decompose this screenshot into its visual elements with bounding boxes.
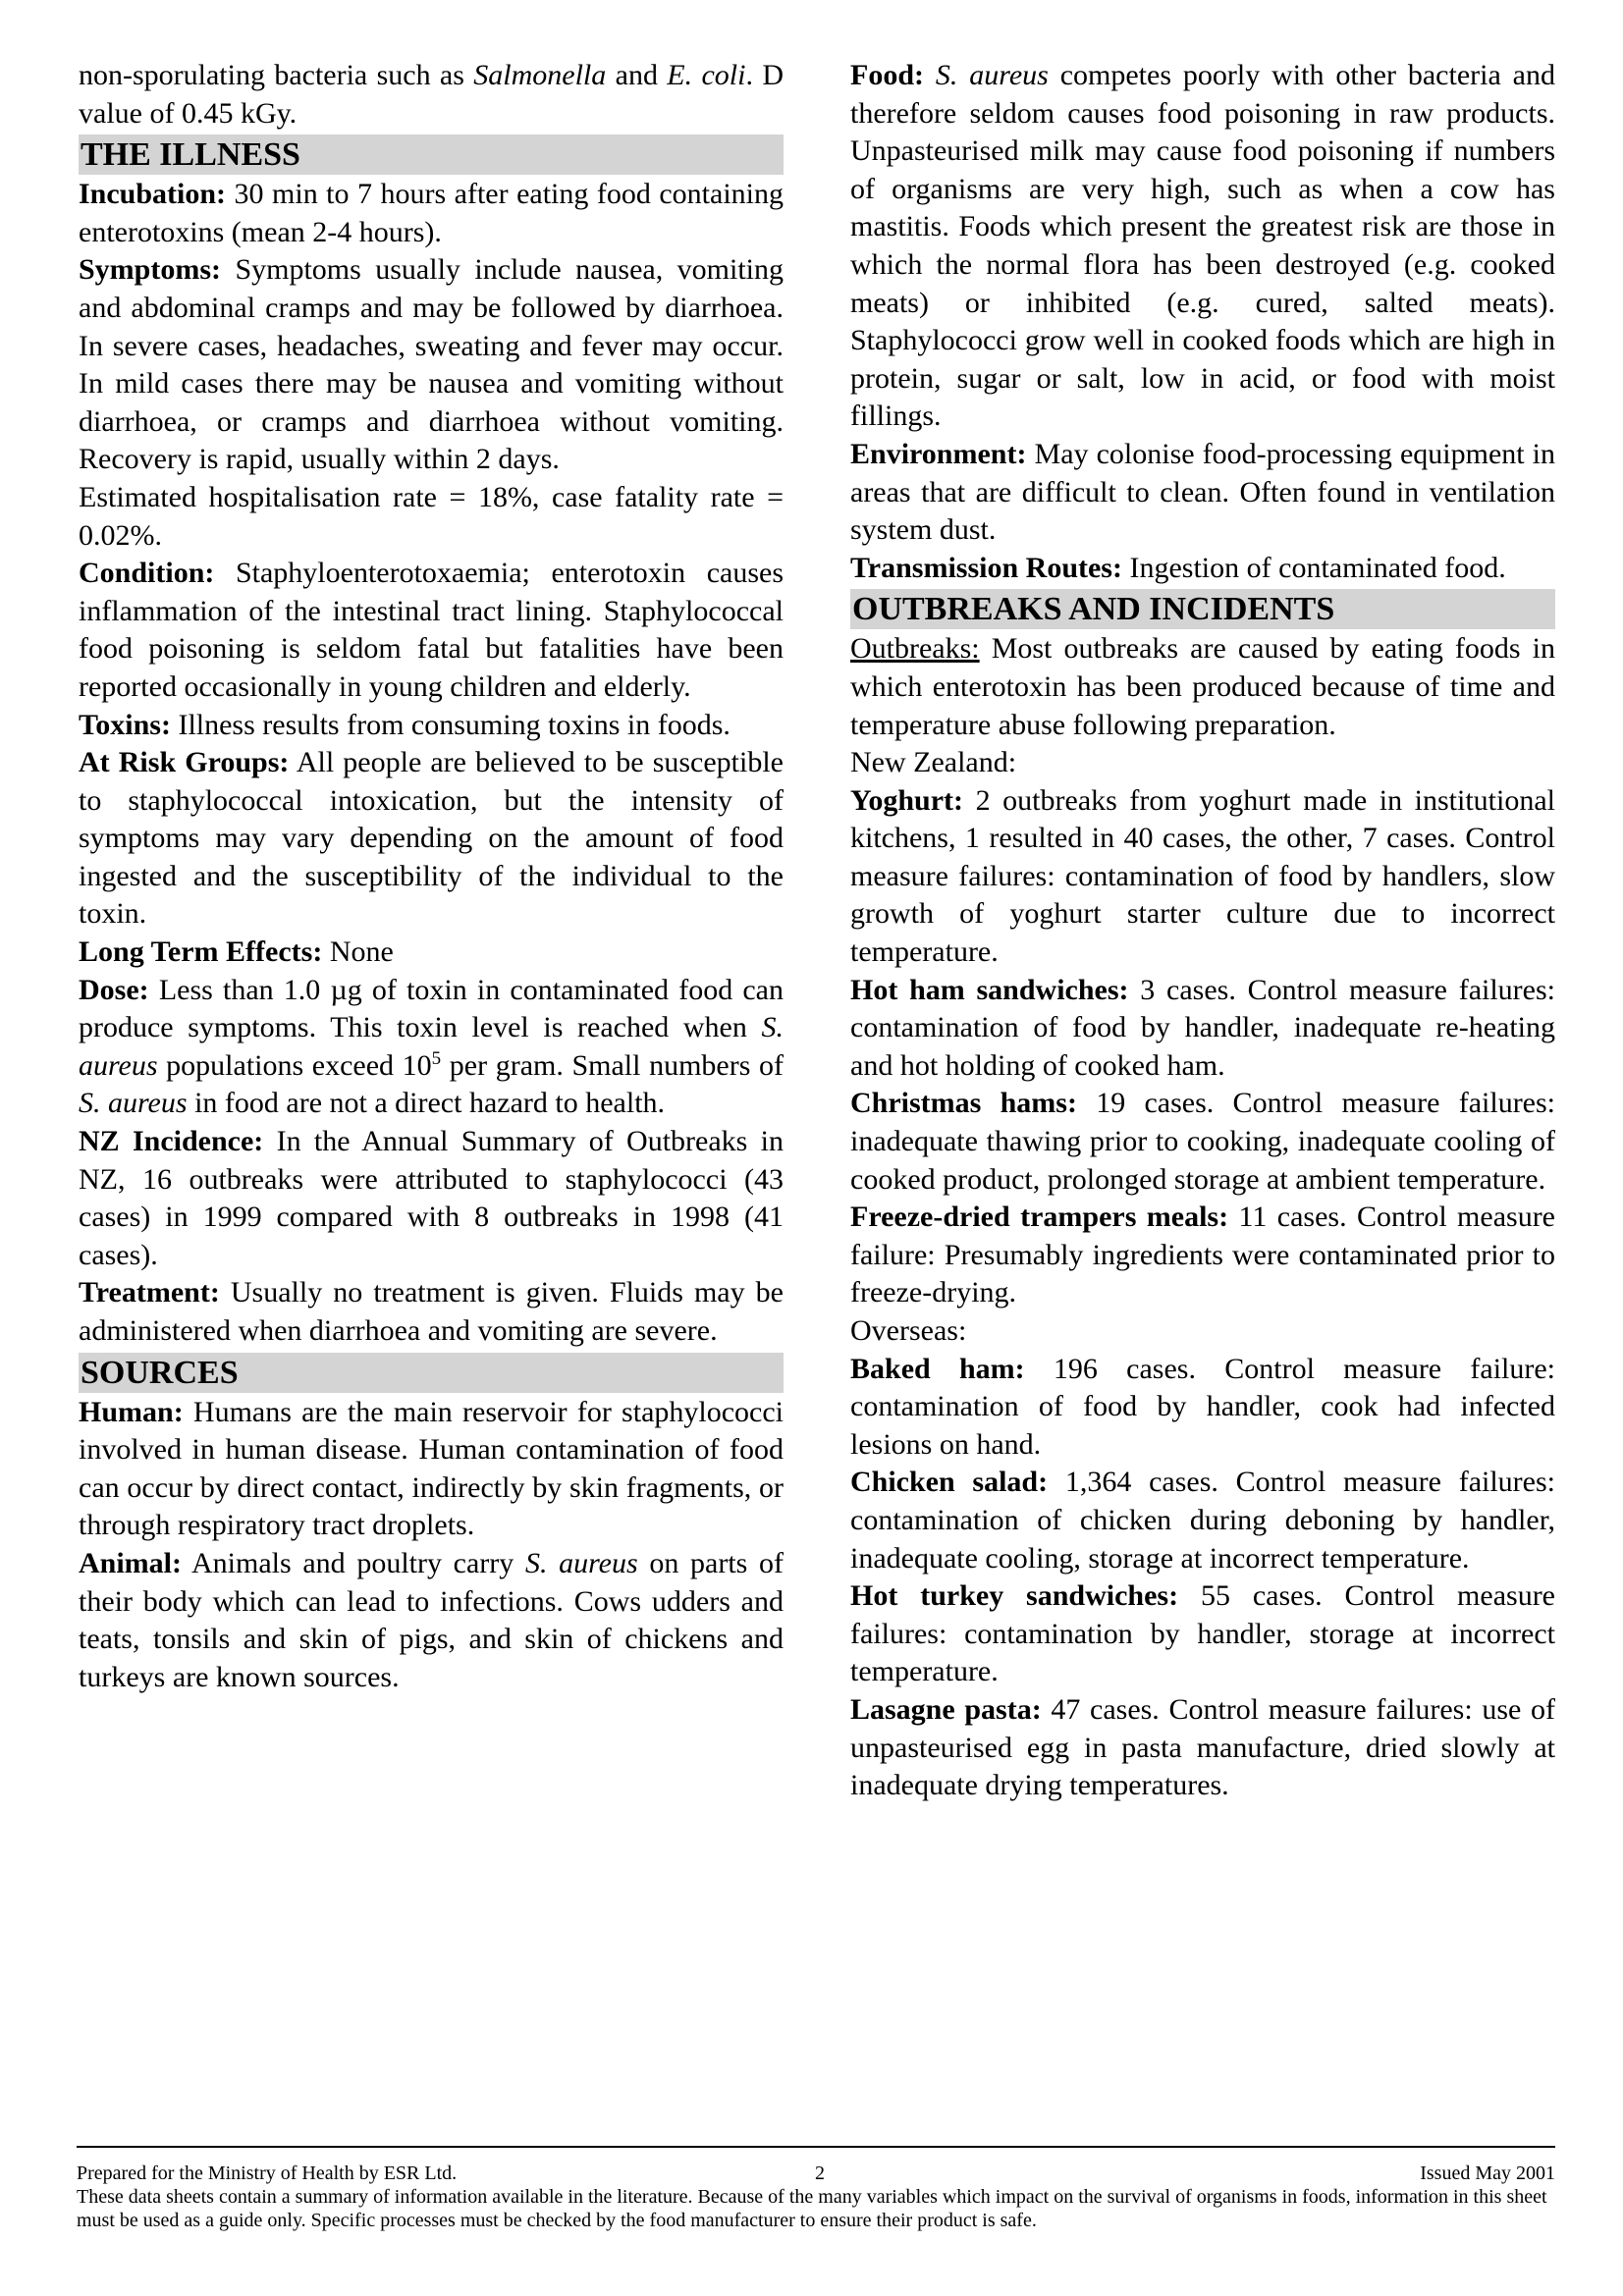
environment-paragraph: Environment: May colonise food-processing equipment in areas that are difficult to clean. Often found in ventilation system dust. bbox=[850, 437, 1555, 547]
right-column bbox=[850, 57, 1555, 1805]
christmas-hams-paragraph: Christmas hams: 19 cases. Control measure failures: inadequate thawing prior to cooking, inadequate cooling of cooked product, prolonged storage at ambient temperature. bbox=[850, 1087, 1556, 1196]
dose-paragraph: Dose: Less than 1.0 µg of toxin in contaminated food can produce symptoms. This toxin level is reached when S. aureus populations exceed $10^5$ per gram. Small numbers of S. aureus in food are not a direct hazard to health. bbox=[79, 973, 784, 1120]
incubation-paragraph: Incubation: 30 min to 7 hours after eating food containing enterotoxins (mean 2-4 hours). bbox=[79, 178, 784, 248]
page-number: 2 bbox=[815, 2163, 825, 2184]
outbreaks-paragraph: Outbreaks: Most outbreaks are caused by eating foods in which enterotoxin has been produced because of time and temperature abuse following preparation. bbox=[850, 632, 1555, 741]
long-term-paragraph: Long Term Effects: None bbox=[79, 935, 394, 969]
nz-incidence-paragraph: NZ Incidence: In the Annual Summary of Outbreaks in NZ, 16 outbreaks were attributed to staphylococci (43 cases) in 1999 compared with 8 outbreaks in 1998 (41 cases). bbox=[79, 1125, 784, 1271]
treatment-paragraph: Treatment: Usually no treatment is given. Fluids may be administered when diarrhoea and vomiting are severe. bbox=[79, 1276, 784, 1347]
human-paragraph: Human: Humans are the main reservoir for staphylococci involved in human disease. Human contamination of food can occur by direct contact, indirectly by skin fragments, or through respiratory tract droplets. bbox=[79, 1395, 784, 1542]
animal-paragraph: Animal: Animals and poultry carry S. aureus on parts of their body which can lead to infections. Cows udders and teats, tonsils and skin of pigs, and skin of chickens and turkeys are known sources. bbox=[79, 1546, 784, 1693]
lasagne-paragraph: Lasagne pasta: 47 cases. Control measure failures: use of unpasteurised egg in pasta manufacture, dried slowly at inadequate drying temperatures. bbox=[850, 1692, 1555, 1802]
section-heading-outbreaks: OUTBREAKS AND INCIDENTS bbox=[850, 589, 1555, 629]
hot-turkey-paragraph: Hot turkey sandwiches: 55 cases. Control measure failures: contamination by handler, storage at incorrect temperature. bbox=[850, 1579, 1555, 1688]
section-heading-illness: THE ILLNESS bbox=[79, 134, 784, 175]
page-footer bbox=[77, 2146, 1555, 2232]
symptoms-paragraph: Symptoms: Symptoms usually include nausea, vomiting and abdominal cramps and may be followed by diarrhoea. In severe cases, headaches, sweating and fever may occur. In mild cases there may be nausea and vomiting without diarrhoea, or cramps and diarrhoea without vomiting. Recovery is rapid, usually within 2 days. bbox=[79, 253, 784, 476]
overseas-label: Overseas: bbox=[850, 1314, 967, 1347]
section-heading-sources: SOURCES bbox=[79, 1353, 784, 1393]
food-paragraph: Food: S. aureus competes poorly with other bacteria and therefore seldom causes food poisoning in raw products. Unpasteurised milk may cause food poisoning if numbers of organisms are very high, such as when a cow has mastitis. Foods which present the greatest risk are those in which the normal flora has been destroyed (e.g. cooked meats) or inhibited (e.g. cured, salted meats). Staphylococci grow well in cooked foods which are high in protein, sugar or salt, low in acid, or food with moist fillings. bbox=[850, 59, 1555, 433]
baked-ham-paragraph: Baked ham: 196 cases. Control measure failure: contamination of food by handler, cook had infected lesions on hand. bbox=[850, 1352, 1556, 1461]
footer-row bbox=[77, 2162, 1555, 2185]
footer-issued: Issued May 2001 bbox=[1420, 2163, 1555, 2184]
footer-disclaimer: These data sheets contain a summary of information available in the literature. Because of the many variables which impact on the survival of organisms in foods, information in this sheet must be used as a guide only. Specific processes must be checked by the food manufacturer to ensure their product is safe. bbox=[77, 2186, 1547, 2231]
transmission-paragraph: Transmission Routes: Ingestion of contaminated food. bbox=[850, 551, 1506, 584]
nz-label: New Zealand: bbox=[850, 746, 1017, 779]
condition-paragraph: Condition: Staphyloenterotoxaemia; enterotoxin causes inflammation of the intestinal tract lining. Staphylococcal food poisoning is seldom fatal but fatalities have been reported occasionally in young children and elderly. bbox=[79, 557, 784, 703]
at-risk-paragraph: At Risk Groups: All people are believed to be susceptible to staphylococcal intoxication, but the intensity of symptoms may vary depending on the amount of food ingested and the susceptibility of the individual to the toxin. bbox=[79, 746, 784, 931]
footer-prepared: Prepared for the Ministry of Health by ESR Ltd. bbox=[77, 2163, 458, 2184]
freeze-dried-paragraph: Freeze-dried trampers meals: 11 cases. Control measure failure: Presumably ingredients were contaminated prior to freeze-drying. bbox=[850, 1201, 1555, 1309]
rates-paragraph: Estimated hospitalisation rate = 18%, case fatality rate = 0.02%. bbox=[79, 480, 784, 552]
hot-ham-paragraph: Hot ham sandwiches: 3 cases. Control measure failures: contamination of food by handler, inadequate re-heating and hot holding of cooked ham. bbox=[850, 973, 1555, 1082]
intro-paragraph: non-sporulating bacteria such as Salmonella and E. coli. D value of 0.45 kGy. bbox=[79, 59, 784, 130]
chicken-salad-paragraph: Chicken salad: 1,364 cases. Control measure failures: contamination of chicken during deboning by handler, inadequate cooling, storage at incorrect temperature. bbox=[850, 1466, 1555, 1575]
left-column bbox=[79, 57, 784, 1696]
toxins-paragraph: Toxins: Illness results from consuming toxins in foods. bbox=[79, 708, 730, 741]
yoghurt-paragraph: Yoghurt: 2 outbreaks from yoghurt made in institutional kitchens, 1 resulted in 40 cases, the other, 7 cases. Control measure failures: contamination of food by handlers, slow growth of yoghurt starter culture due to incorrect temperature. bbox=[850, 783, 1555, 969]
